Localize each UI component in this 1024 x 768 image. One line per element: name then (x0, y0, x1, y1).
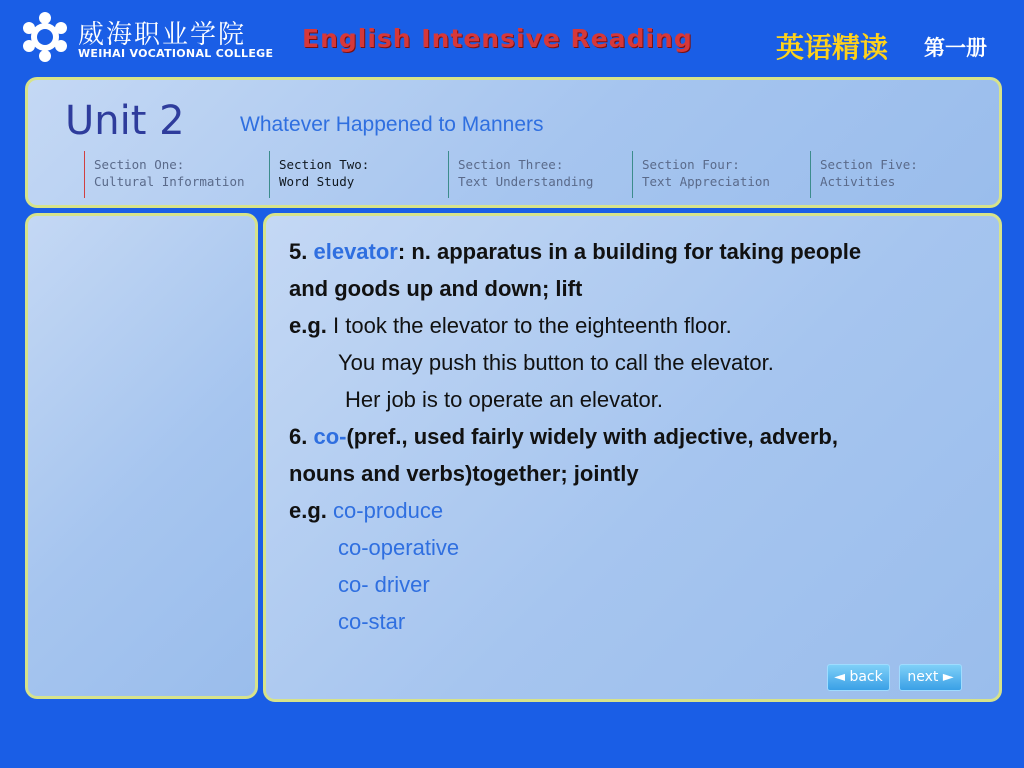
entry-definition (289, 233, 979, 270)
section-nav (0, 151, 1000, 198)
entry-definition (289, 418, 979, 455)
word-study-content (289, 233, 979, 640)
section-nav-item-label: Activities (820, 174, 896, 189)
entry-definition-cont: and goods up and down; lift (289, 276, 583, 301)
entry-definition-cont: nouns and verbs)together; jointly (289, 461, 639, 486)
section-nav-item-number: Section One: (94, 157, 185, 172)
example-sentence: You may push this button to call the elevator. (338, 350, 774, 375)
section-nav-item-text-appreciation[interactable] (632, 151, 770, 198)
example-line (289, 492, 979, 529)
example-word: co-star (338, 609, 406, 634)
unit-subtitle: Whatever Happened to Manners (240, 113, 544, 136)
college-name-cn: 威海职业学院 (78, 20, 247, 50)
college-logo-icon (20, 10, 70, 64)
entry-definition-text: : n. apparatus in a building for taking people (397, 239, 862, 264)
section-nav-item-number: Section Four: (642, 157, 740, 172)
entry-word: elevator (313, 239, 398, 264)
example-word: co- driver (338, 572, 430, 597)
section-nav-item-activities[interactable] (810, 151, 918, 198)
section-nav-item-text-understanding[interactable] (448, 151, 593, 198)
next-button[interactable]: next ► (899, 664, 962, 691)
course-title: English Intensive Reading (302, 24, 693, 53)
section-nav-item-number: Section Two: (279, 157, 370, 172)
example-sentence: I took the elevator to the eighteenth floor. (333, 313, 732, 338)
eg-label: e.g. (289, 313, 327, 338)
course-title-cn: 英语精读 (776, 31, 889, 64)
back-button[interactable]: ◄ back (827, 664, 890, 691)
example-word: co-operative (338, 535, 460, 560)
eg-label: e.g. (289, 498, 327, 523)
header (0, 0, 1024, 76)
volume-label: 第一册 (924, 36, 987, 60)
section-nav-item-label: Word Study (279, 174, 355, 189)
example-line (289, 307, 979, 344)
entry-word: co- (313, 424, 347, 449)
section-nav-item-label: Text Appreciation (642, 174, 770, 189)
unit-title: Unit 2 (65, 98, 185, 144)
entry-number: 5. (289, 239, 308, 264)
example-sentence: Her job is to operate an elevator. (345, 387, 663, 412)
college-name-en: WEIHAI VOCATIONAL COLLEGE (78, 47, 274, 60)
section-nav-item-number: Section Three: (458, 157, 564, 172)
example-word: co-produce (333, 498, 444, 523)
section-nav-item-cultural-information[interactable] (84, 151, 245, 198)
section-nav-item-word-study[interactable] (269, 151, 369, 198)
entry-definition-text: (pref., used fairly widely with adjective, adverb, (346, 424, 838, 449)
section-nav-item-label: Cultural Information (94, 174, 245, 189)
entry-number: 6. (289, 424, 308, 449)
side-panel (25, 213, 258, 699)
section-nav-item-number: Section Five: (820, 157, 918, 172)
section-nav-item-label: Text Understanding (458, 174, 594, 189)
